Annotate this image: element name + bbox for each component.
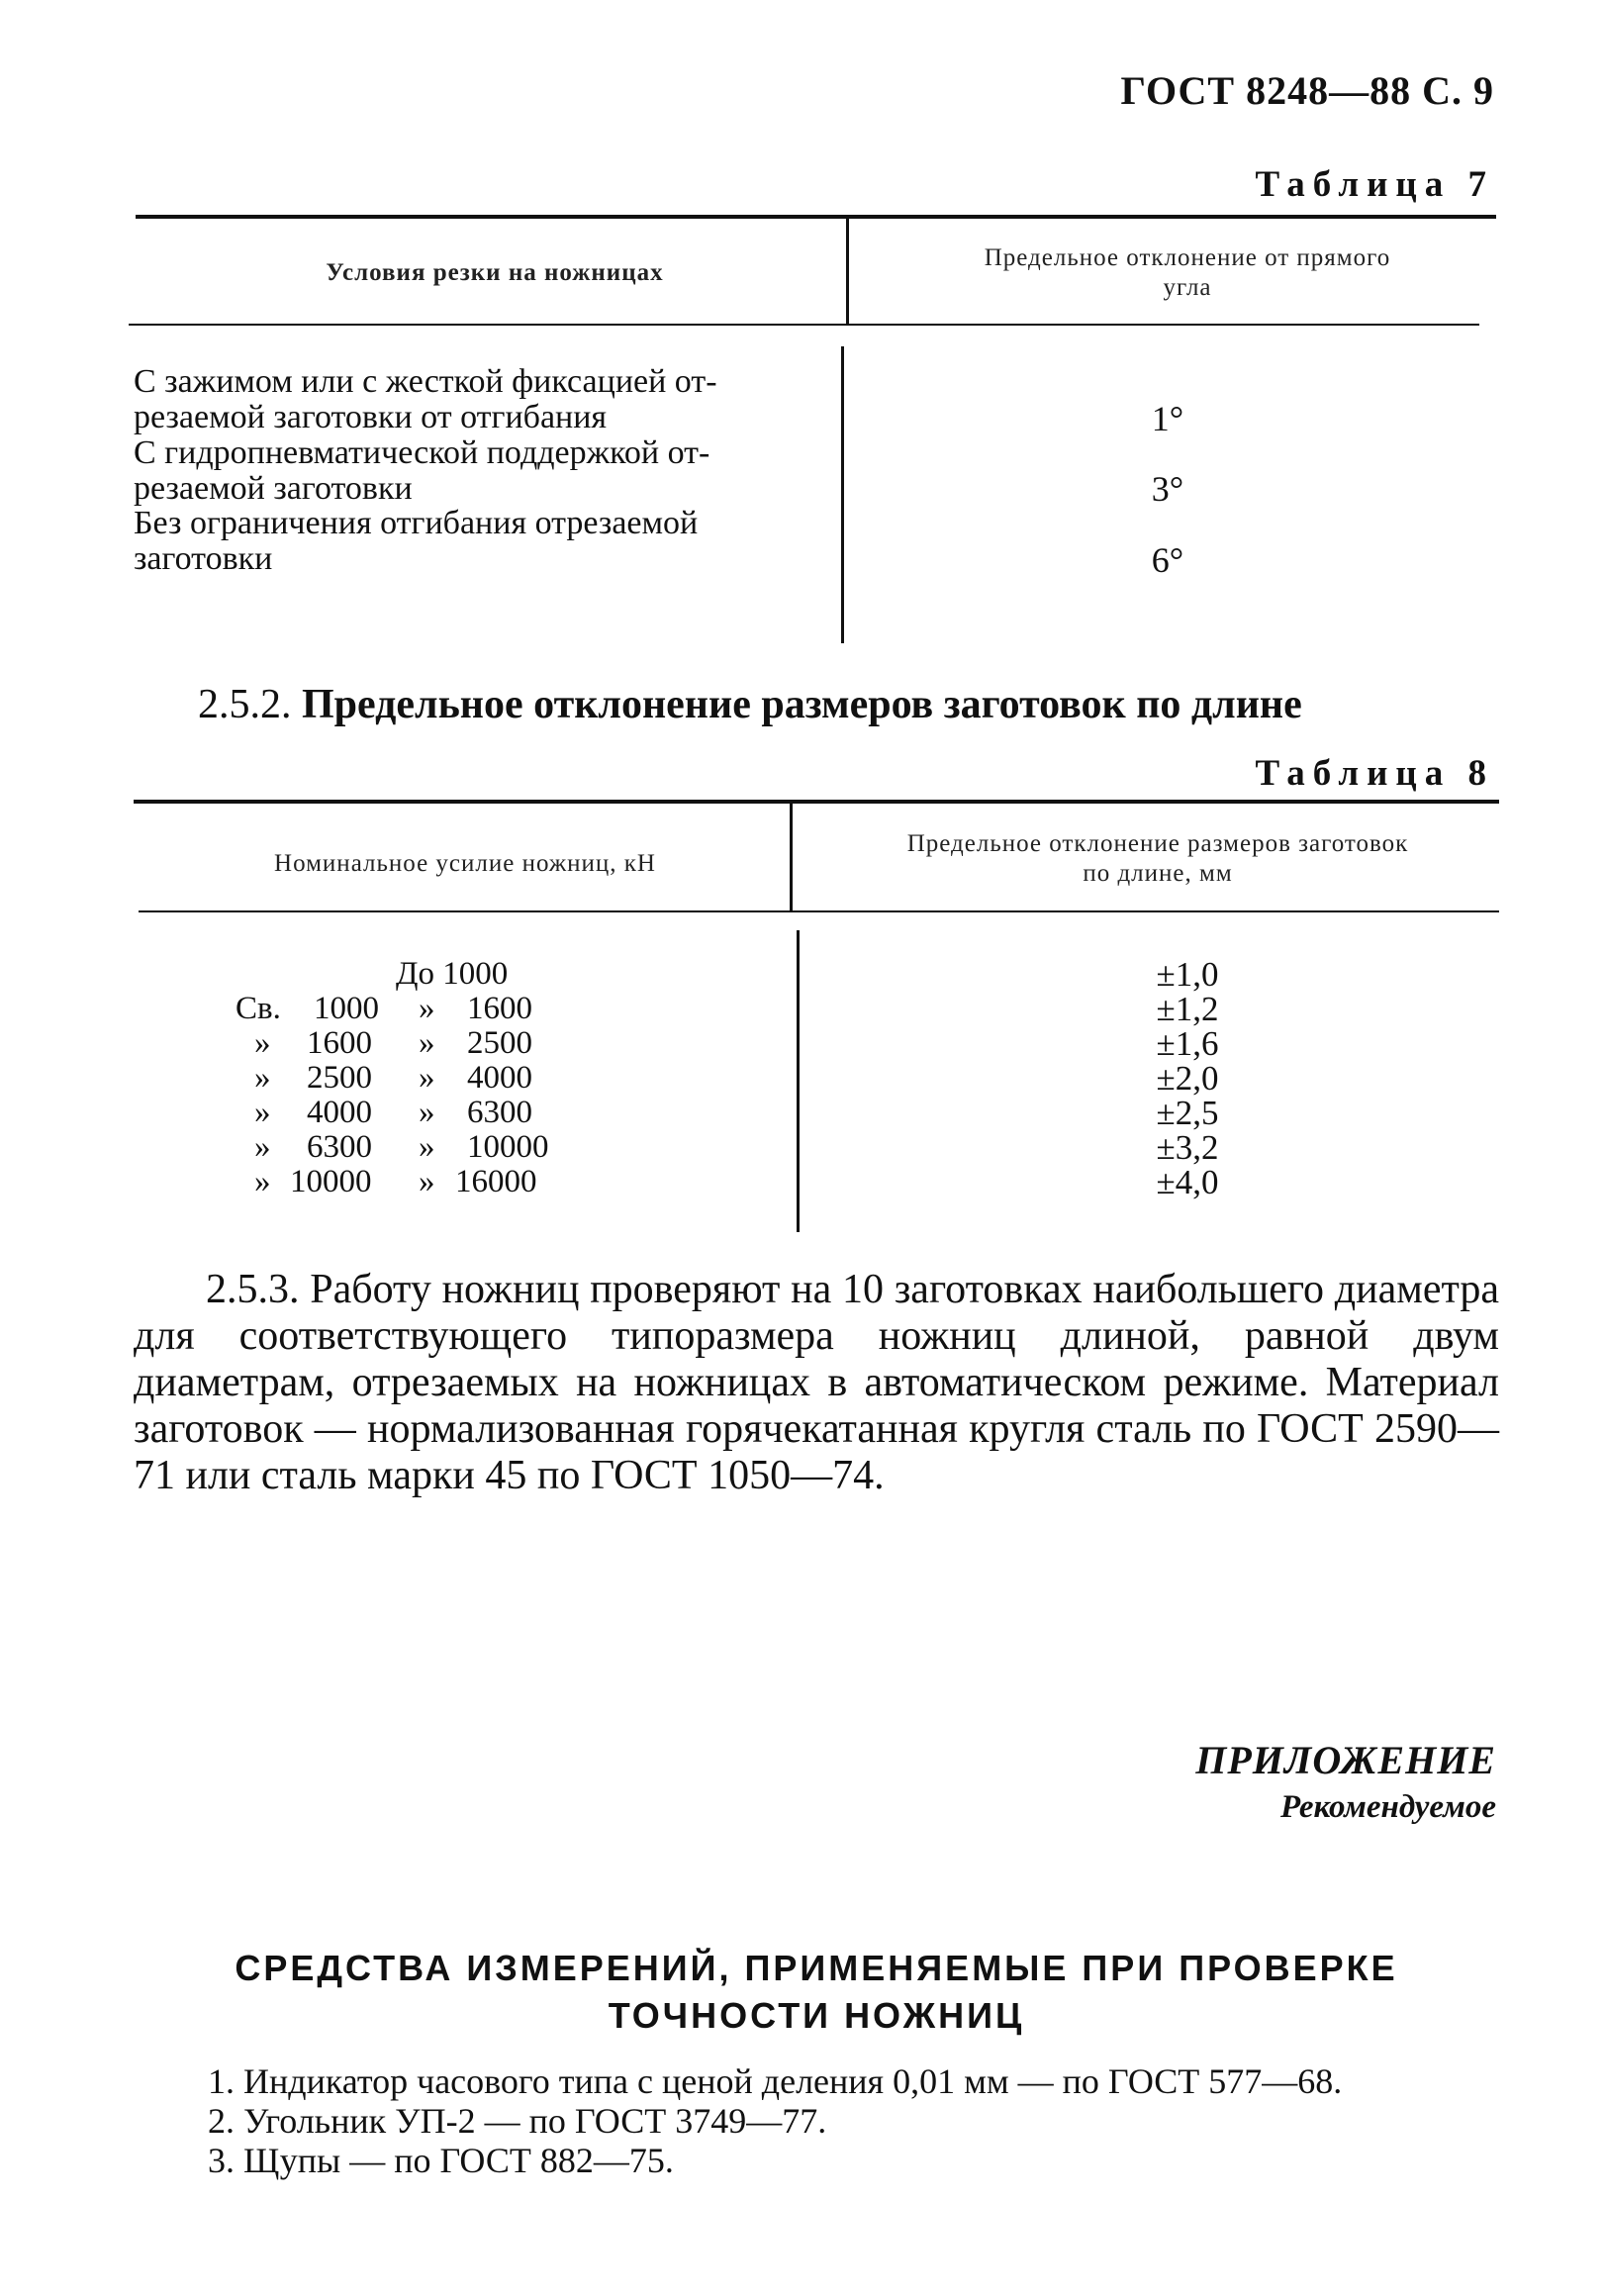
table8-row7-sep: » <box>419 1164 435 1199</box>
table8-header-deviation <box>811 829 1504 889</box>
table8-row5-to: 6300 <box>467 1095 532 1130</box>
table7-row3-angle: 6° <box>1151 540 1184 580</box>
table8-row6-prefix: » <box>254 1129 271 1165</box>
table8-row1-force <box>0 957 792 993</box>
appendix-title-line1: СРЕДСТВА ИЗМЕРЕНИЙ, ПРИМЕНЯЕМЫЕ ПРИ ПРОВЕРКЕ <box>235 1948 1398 1988</box>
table8-row5-prefix: » <box>254 1095 271 1130</box>
table8-header-force: Номинальное усилие ножниц, кН <box>274 850 656 877</box>
table7-header-conditions: Условия резки на ножницах <box>326 259 664 286</box>
table8-row2-deviation: ±1,2 <box>1156 990 1219 1028</box>
table8-row5-sep: » <box>419 1095 435 1130</box>
table8-row6-deviation: ±3,2 <box>1156 1128 1219 1167</box>
table8-row4-from: 2500 <box>307 1060 372 1096</box>
table7-row2-condition <box>134 435 816 507</box>
section-2-5-2-title: Предельное отклонение размеров заготовок по длине <box>302 682 1302 727</box>
table8-row4-to: 4000 <box>467 1060 532 1096</box>
table8-row2-sep: » <box>419 991 435 1026</box>
table8-row1-deviation: ±1,0 <box>1156 955 1219 994</box>
table7-row1-angle: 1° <box>1151 399 1184 438</box>
section-2-5-2-heading <box>198 681 1302 728</box>
list-item: 2. Угольник УП-2 — по ГОСТ 3749—77. <box>208 2101 827 2141</box>
table7-header-deviation-line1: Предельное отклонение от прямого <box>984 244 1391 271</box>
table8-row2-force <box>0 992 792 1027</box>
table7-row1-condition <box>134 364 816 435</box>
table8-row1-from: До 1000 <box>396 956 509 992</box>
table8-row7-deviation: ±4,0 <box>1156 1163 1219 1201</box>
table8-row2-from: 1000 <box>314 991 379 1026</box>
list-item: 1. Индикатор часового типа с ценой деления 0,01 мм — по ГОСТ 577—68. <box>208 2061 1343 2101</box>
table8-row4-prefix: » <box>254 1060 271 1096</box>
table8-row7-prefix: » <box>254 1164 271 1199</box>
table8-row3-force <box>0 1026 792 1062</box>
table8-row6-sep: » <box>419 1129 435 1165</box>
table8-row2-prefix: Св. <box>236 991 281 1026</box>
list-item: 3. Щупы — по ГОСТ 882—75. <box>208 2141 674 2180</box>
table8-row5-deviation: ±2,5 <box>1156 1094 1219 1132</box>
instrument-list <box>208 2061 1342 2180</box>
table7-row1-condition-line1: С зажимом или с жесткой фиксацией от- <box>134 363 717 400</box>
table8-top-rule <box>134 800 1499 804</box>
table8-row3-to: 2500 <box>467 1025 532 1061</box>
table8-row2-to: 1600 <box>467 991 532 1026</box>
table8-column-divider-body <box>797 930 800 1232</box>
table8-header-deviation-line1: Предельное отклонение размеров заготовок <box>906 830 1409 857</box>
table7-row2-condition-line1: С гидропневматической поддержкой от- <box>134 434 710 471</box>
table7-row3-condition <box>134 506 816 577</box>
table8-row6-force <box>0 1130 792 1166</box>
table8-row3-prefix: » <box>254 1025 271 1061</box>
table7-row3-condition-line1: Без ограничения отгибания отрезаемой <box>134 505 699 541</box>
table7-row3-condition-line2: заготовки <box>134 540 273 577</box>
table8-row3-sep: » <box>419 1025 435 1061</box>
appendix-status: Рекомендуемое <box>1279 1789 1496 1825</box>
table8-row6-to: 10000 <box>467 1129 549 1165</box>
table8-row4-force <box>0 1061 792 1097</box>
table8-header-deviation-line2: по длине, мм <box>1083 860 1233 887</box>
table8-row5-from: 4000 <box>307 1095 372 1130</box>
table7-caption: Таблица 7 <box>1255 164 1494 205</box>
table8-row4-sep: » <box>419 1060 435 1096</box>
table8-row7-from: 10000 <box>290 1164 372 1199</box>
table8-row7-to: 16000 <box>455 1164 537 1199</box>
table7-header-deviation <box>871 243 1504 303</box>
table8-caption: Таблица 8 <box>1255 753 1494 794</box>
table7-row2-condition-line2: резаемой заготовки <box>134 470 413 507</box>
page-header: ГОСТ 8248—88 С. 9 <box>1120 68 1494 113</box>
table7-top-rule <box>136 215 1496 219</box>
table8-header-rule <box>139 910 1499 912</box>
table7-header-deviation-line2: угла <box>1163 274 1212 301</box>
table7-column-divider <box>846 218 849 324</box>
table8-row3-deviation: ±1,6 <box>1156 1024 1219 1063</box>
section-2-5-2-number: 2.5.2. <box>198 682 292 727</box>
table8-row7-force <box>0 1165 792 1200</box>
table7-row1-condition-line2: резаемой заготовки от отгибания <box>134 399 608 435</box>
table8-row6-from: 6300 <box>307 1129 372 1165</box>
table8-row3-from: 1600 <box>307 1025 372 1061</box>
table8-row4-deviation: ±2,0 <box>1156 1059 1219 1098</box>
appendix-title <box>134 1945 1499 2040</box>
table7-column-divider-body <box>841 346 844 643</box>
section-2-5-3-paragraph: 2.5.3. Работу ножниц проверяют на 10 заготовках наибольшего диаметра для соответствующего типоразмера ножниц длиной, равной двум диаметрам, отрезаемых на ножницах в автоматическом режиме. Материал заготовок — нормализованная горячекатанная кругля сталь по ГОСТ 2590—71 или сталь марки 45 по ГОСТ 1050—74. <box>134 1267 1499 1498</box>
appendix-title-line2: ТОЧНОСТИ НОЖНИЦ <box>608 1995 1025 2036</box>
table7-header-rule <box>129 324 1479 326</box>
appendix-label: ПРИЛОЖЕНИЕ <box>1195 1738 1496 1782</box>
table8-row5-force <box>0 1096 792 1131</box>
table7-row2-angle: 3° <box>1151 469 1184 509</box>
